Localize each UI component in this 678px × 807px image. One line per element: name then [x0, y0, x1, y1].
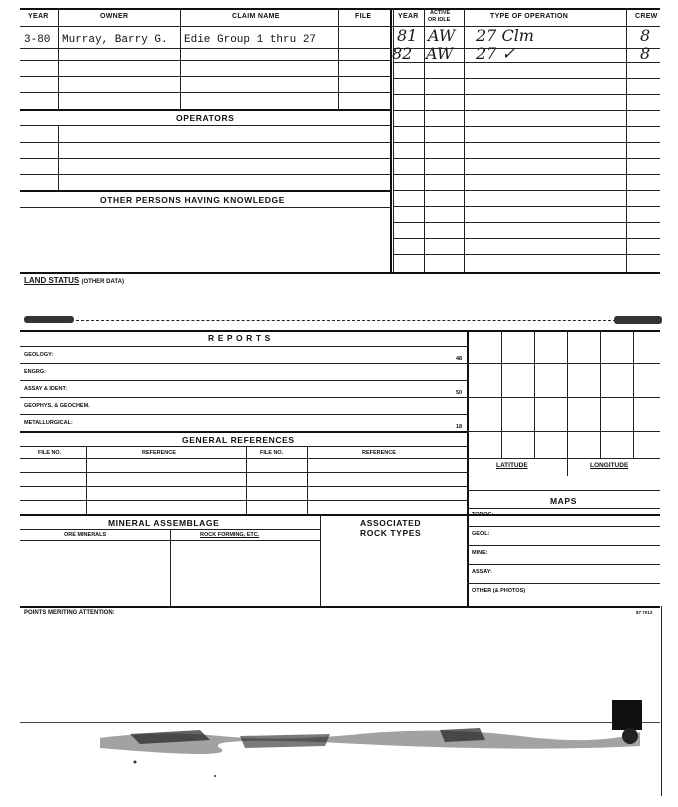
mark-18: 18	[456, 424, 463, 430]
geol-label: GEOL:	[472, 531, 490, 537]
topog-label: TOPOG:	[472, 512, 494, 518]
geophys-label: GEOPHYS. & GEOCHEM.	[24, 403, 90, 409]
op-type-1: 27 Clm	[476, 26, 534, 45]
op-status-1: AW	[428, 26, 456, 45]
land-status-label	[24, 276, 124, 285]
type-of-operation-header: TYPE OF OPERATION	[490, 13, 569, 20]
claim-name-header: CLAIM NAME	[232, 13, 280, 20]
crew-header: CREW	[635, 13, 658, 20]
form-number: 87 7013	[636, 610, 653, 615]
owner-header: OWNER	[100, 13, 129, 20]
points-meriting-attention-label: POINTS MERITING ATTENTION:	[24, 610, 115, 616]
maps-title: MAPS	[550, 496, 577, 506]
op-crew-1: 8	[640, 26, 651, 45]
latitude-label: LATITUDE	[496, 462, 528, 469]
year-header: YEAR	[28, 13, 49, 20]
mark-50: 50	[456, 390, 463, 396]
rock-types-label: ROCK TYPES	[360, 528, 422, 538]
rock-forming-header: ROCK FORMING, ETC.	[200, 532, 260, 538]
year2-header: YEAR	[398, 13, 419, 20]
associated-label: ASSOCIATED	[360, 518, 422, 528]
mine-label: MINE:	[472, 550, 488, 556]
reports-title: R E P O R T S	[208, 333, 271, 343]
geology-label: GEOLOGY:	[24, 352, 54, 358]
assay-label: ASSAY & IDENT:	[24, 386, 68, 392]
longitude-label: LONGITUDE	[590, 462, 629, 469]
op-status-2: AW	[426, 44, 454, 63]
general-references-title: GENERAL REFERENCES	[182, 435, 295, 445]
file-header: FILE	[355, 13, 372, 20]
other-persons-title: OTHER PERSONS HAVING KNOWLEDGE	[100, 195, 286, 205]
engrg-label: ENGRG:	[24, 369, 46, 375]
claim-year: 3-80	[24, 34, 51, 46]
claim-owner: Murray, Barry G.	[62, 34, 168, 46]
op-crew-2: 8	[640, 44, 651, 63]
active-header: ACTIVE	[430, 10, 451, 16]
mark-48: 48	[456, 356, 463, 362]
assay-map-label: ASSAY:	[472, 569, 492, 575]
reference-header-1: REFERENCE	[142, 450, 176, 456]
ink-smudge-right	[614, 316, 662, 324]
ink-smudge-left	[24, 316, 74, 323]
metallurgical-label: METALLURGICAL:	[24, 420, 73, 426]
ore-minerals-header: ORE MINERALS	[64, 532, 107, 538]
reference-header-2: REFERENCE	[362, 450, 396, 456]
land-status-sub: (OTHER DATA)	[81, 279, 124, 285]
idle-header: OR IDLE	[428, 17, 451, 23]
claim-name: Edie Group 1 thru 27	[184, 34, 317, 46]
file-no-header-1: FILE NO.	[38, 450, 62, 456]
op-year-1: 81	[397, 26, 418, 45]
file-no-header-2: FILE NO.	[260, 450, 284, 456]
scan-noise-band	[0, 700, 678, 780]
land-status-text: LAND STATUS	[24, 276, 80, 285]
mineral-assemblage-title: MINERAL ASSEMBLAGE	[108, 518, 220, 528]
op-type-2: 27 ✓	[476, 44, 515, 63]
other-photos-label: OTHER (& PHOTOS)	[472, 588, 526, 594]
operators-title: OPERATORS	[176, 113, 235, 123]
op-year-2: 82	[392, 44, 413, 63]
